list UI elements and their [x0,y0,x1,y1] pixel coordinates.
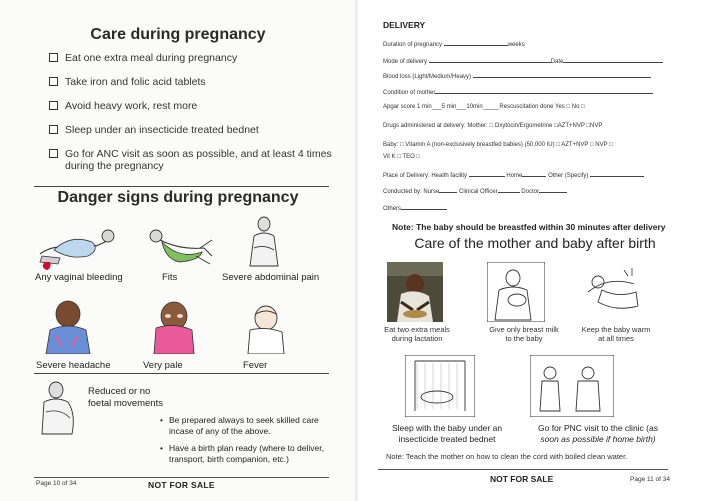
footer-divider [34,477,329,478]
pnc-clinic-illustration [530,355,614,417]
sign-abdominal-pain: Severe abdominal pain [222,272,320,283]
breastfed-note: Note: The baby should be breastfed within 30 minutes after delivery [392,222,666,232]
not-for-sale-left: NOT FOR SALE [148,480,215,490]
abdominal-pain-illustration [240,214,290,270]
caption-bednet: Sleep with the baby under an insecticide treated bednet [391,423,503,444]
list-item: • Be prepared always to seek skilled care incase of any of the above. [160,415,335,437]
section-divider [34,186,329,187]
page-number-right: Page 11 of 34 [630,476,670,483]
date-line[interactable] [563,57,663,63]
checkbox-icon [49,125,58,134]
mode-line[interactable] [429,57,551,63]
sign-very-pale: Very pale [143,360,183,371]
field-conducted: Conducted by: Nurse Clinical Officer Doctor [383,187,567,195]
caption-pnc-visit: Go for PNC visit to the clinic (as soon as possible if home birth) [538,423,658,444]
nurse-line[interactable] [439,187,457,193]
field-drugs: Drugs administered at delivery: Mother: □ Oxytocin/Ergometrine □AZT+NVP □NVP [383,123,603,129]
list-item: • Have a birth plan ready (where to deliver, transport, birth companion, etc.) [160,443,335,465]
care-after-birth-title: Care of the mother and baby after birth [414,235,656,251]
danger-signs-title: Danger signs during pregnancy [57,189,299,206]
delivery-heading: DELIVERY [383,20,426,30]
cord-care-note: Note: Teach the mother on how to clean the cord with boiled clean water. [386,452,628,461]
warm-baby-illustration [580,262,646,322]
care-checklist [49,52,334,184]
fever-illustration [240,300,290,354]
preparedness-list [160,415,335,471]
not-for-sale-right: NOT FOR SALE [490,474,554,484]
footer-divider [378,469,668,470]
condition-line[interactable] [435,88,653,94]
section-divider [34,373,329,374]
vaginal-bleeding-illustration [34,220,124,272]
field-duration: Duration of pregnancy weeks [383,42,525,48]
field-baby-2: Vit K □ TEO □ [383,154,421,160]
field-baby-1: Baby: □ Vitamin A (non-exclusively breastfed babies) (50,000 IU) □ AZT+NVP □ NVP □ [383,142,613,148]
very-pale-illustration [148,296,198,354]
care-item: Eat one extra meal during pregnancy [49,52,334,64]
clinical-line[interactable] [498,187,520,193]
bednet-illustration [405,355,475,417]
caption-keep-warm: Keep the baby warm at all times [581,325,651,344]
sign-headache: Severe headache [36,360,111,371]
sign-fever: Fever [243,360,268,371]
field-mode-of-delivery: Mode of delivery Date [383,57,663,65]
sign-vaginal-bleeding: Any vaginal bleeding [35,272,123,283]
checkbox-icon [49,101,58,110]
others-line[interactable] [401,204,447,210]
page-number-left: Page 10 of 34 [36,480,77,487]
duration-line[interactable] [444,40,508,46]
checkbox-icon [49,149,58,158]
breastfeeding-illustration [487,262,545,322]
field-place: Place of Delivery: Health facility Home Other (Specify) [383,171,644,179]
doctor-line[interactable] [539,187,567,193]
sign-fits: Fits [162,272,178,283]
sign-reduced-foetal-movements: Reduced or no foetal movements [88,386,163,409]
care-item: Sleep under an insecticide treated bednet [49,124,334,136]
facility-line[interactable] [469,171,505,177]
headache-illustration [40,296,96,354]
other-line[interactable] [590,171,644,177]
eating-mother-photo [387,262,443,322]
caption-extra-meals: Eat two extra meals during lactation [384,325,450,344]
field-others: Others [383,204,447,212]
checkbox-icon [49,53,58,62]
care-item: Avoid heavy work, rest more [49,100,334,112]
foetal-movements-illustration [36,378,82,436]
checkbox-icon [49,77,58,86]
blood-loss-line[interactable] [473,72,651,78]
field-condition: Condition of mother [383,88,653,96]
field-blood-loss: Blood loss (Light/Medium/Heavy) [383,72,651,80]
care-item: Go for ANC visit as soon as possible, and at least 4 times during the pregnancy [49,148,334,172]
home-line[interactable] [522,171,546,177]
care-during-pregnancy-title: Care during pregnancy [90,26,266,43]
caption-breast-milk: Give only breast milk to the baby [489,325,559,344]
fits-illustration [140,220,220,270]
care-item: Take iron and folic acid tablets [49,76,334,88]
field-apgar: Apgar score 1 min___5 min___10min_____Rescuscitation done Yes □ No □ [383,104,585,110]
